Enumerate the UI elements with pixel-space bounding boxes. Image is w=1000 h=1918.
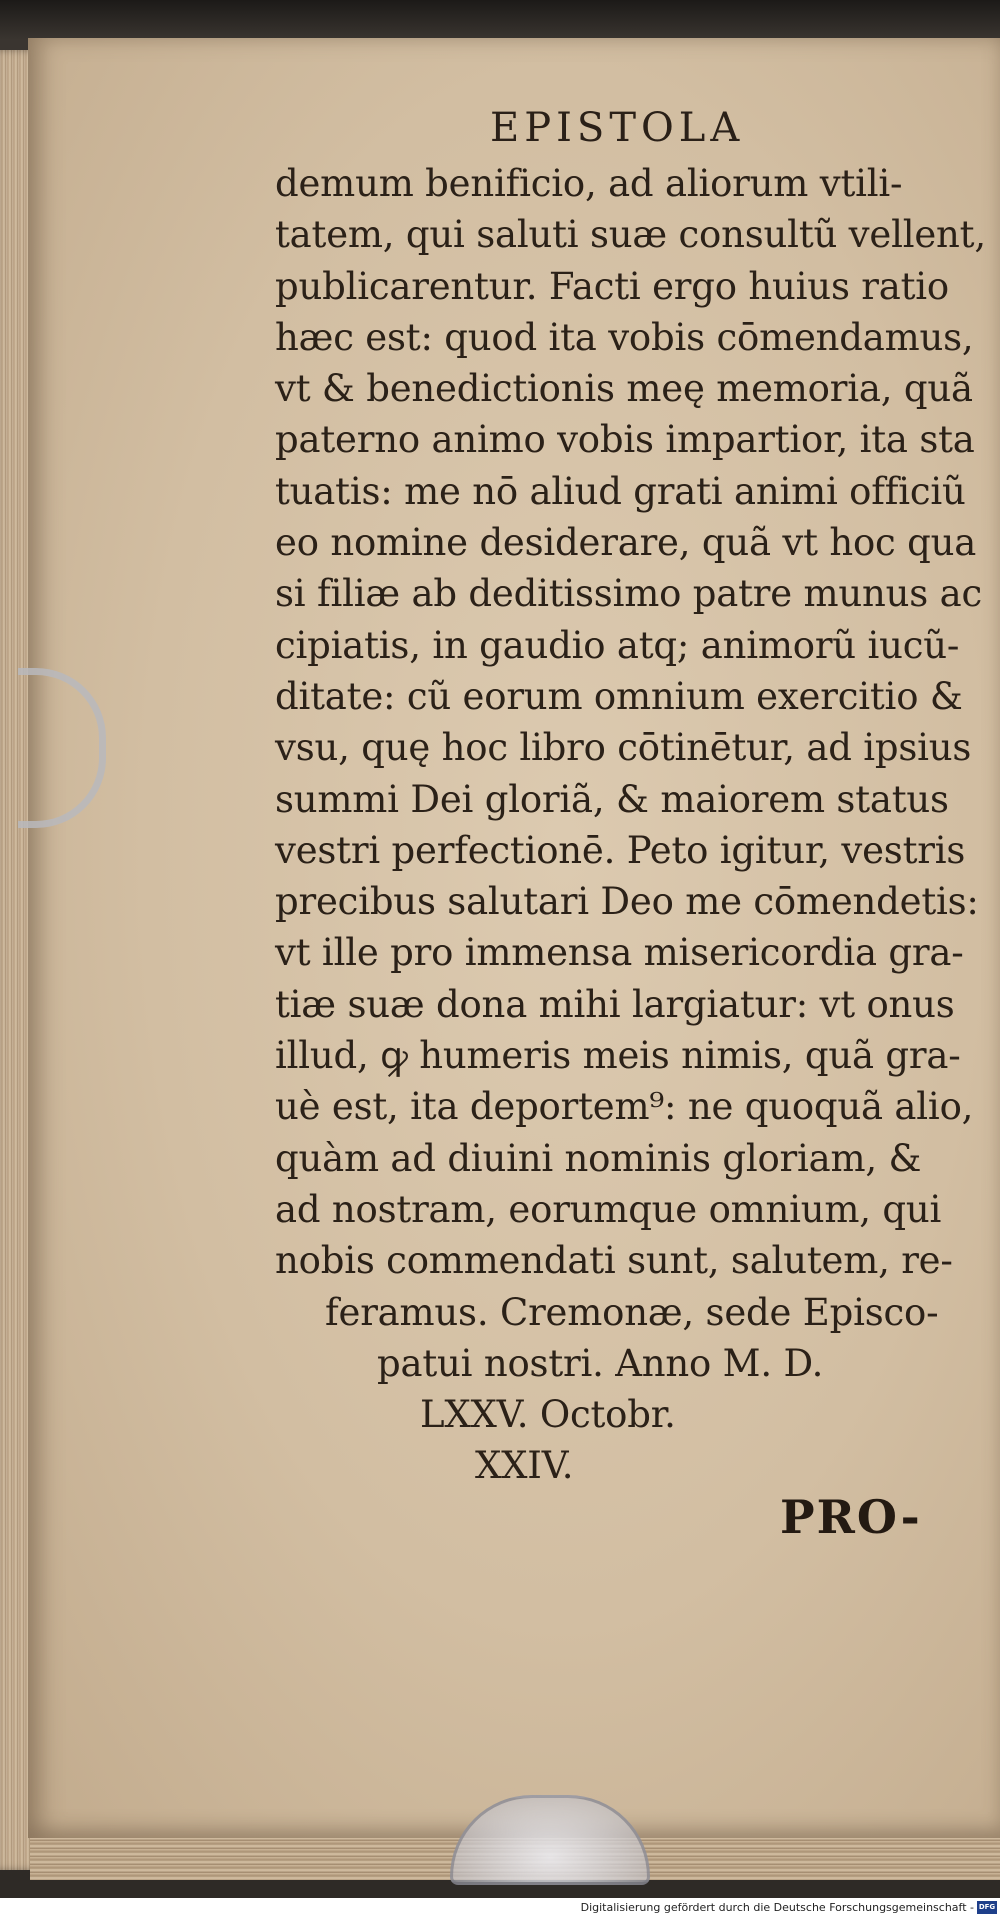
page-body-text bbox=[275, 158, 986, 1492]
text-line: si filiæ ab deditissimo patre munus ac bbox=[275, 572, 983, 616]
text-line: vt ille pro immensa misericordia gra- bbox=[275, 931, 964, 975]
text-line: precibus salutari Deo me cōmendetis: bbox=[275, 880, 979, 924]
text-line: nobis commendati sunt, salutem, re- bbox=[275, 1239, 953, 1283]
dfg-logo-icon: DFG bbox=[977, 1901, 997, 1914]
text-line: XXIV. bbox=[475, 1444, 574, 1488]
catchword: PRO- bbox=[780, 1490, 922, 1544]
text-line: uè est, ita deportem⁹: ne quoquã alio, bbox=[275, 1085, 974, 1129]
text-line: vestri perfectionē. Peto igitur, vestris bbox=[275, 828, 966, 872]
text-line: vsu, quę hoc libro cōtinētur, ad ipsius bbox=[275, 726, 972, 770]
text-line: tatem, qui saluti suæ consultũ vellent, bbox=[275, 213, 986, 257]
text-line: tiæ suæ dona mihi largiatur: vt onus bbox=[275, 982, 955, 1026]
text-line: patui nostri. Anno M. D. bbox=[377, 1341, 824, 1385]
running-head: EPISTOLA bbox=[490, 105, 745, 151]
text-line: quàm ad diuini nominis gloriam, & bbox=[275, 1136, 922, 1180]
text-line: summi Dei gloriã, & maiorem status bbox=[275, 777, 949, 821]
text-line: feramus. Cremonæ, sede Episco- bbox=[325, 1290, 939, 1334]
text-line: demum benificio, ad aliorum vtili- bbox=[275, 162, 903, 205]
text-line: tuatis: me nō aliud grati animi officiũ bbox=[275, 469, 966, 513]
page-clip-icon bbox=[18, 668, 106, 828]
footer-bar bbox=[0, 1898, 1000, 1918]
text-line: ad nostram, eorumque omnium, qui bbox=[275, 1187, 942, 1231]
text-line: illud, ꝙ humeris meis nimis, quã gra- bbox=[275, 1034, 961, 1078]
text-line: LXXV. Octobr. bbox=[420, 1393, 676, 1437]
text-line: eo nomine desiderare, quã vt hoc qua bbox=[275, 521, 977, 565]
text-line: publicarentur. Facti ergo huius ratio bbox=[275, 264, 950, 308]
text-line: ditate: cũ eorum omnium exercitio & bbox=[275, 674, 963, 718]
text-line: vt & benedictionis meę memoria, quã bbox=[275, 367, 973, 411]
text-line: cipiatis, in gaudio atq; animorũ iucũ- bbox=[275, 623, 960, 667]
footer-credit: Digitalisierung gefördert durch die Deutsche Forschungsgemeinschaft - bbox=[580, 1901, 974, 1914]
text-line: paterno animo vobis impartior, ita sta bbox=[275, 418, 975, 462]
text-line: hæc est: quod ita vobis cōmendamus, bbox=[275, 315, 974, 359]
